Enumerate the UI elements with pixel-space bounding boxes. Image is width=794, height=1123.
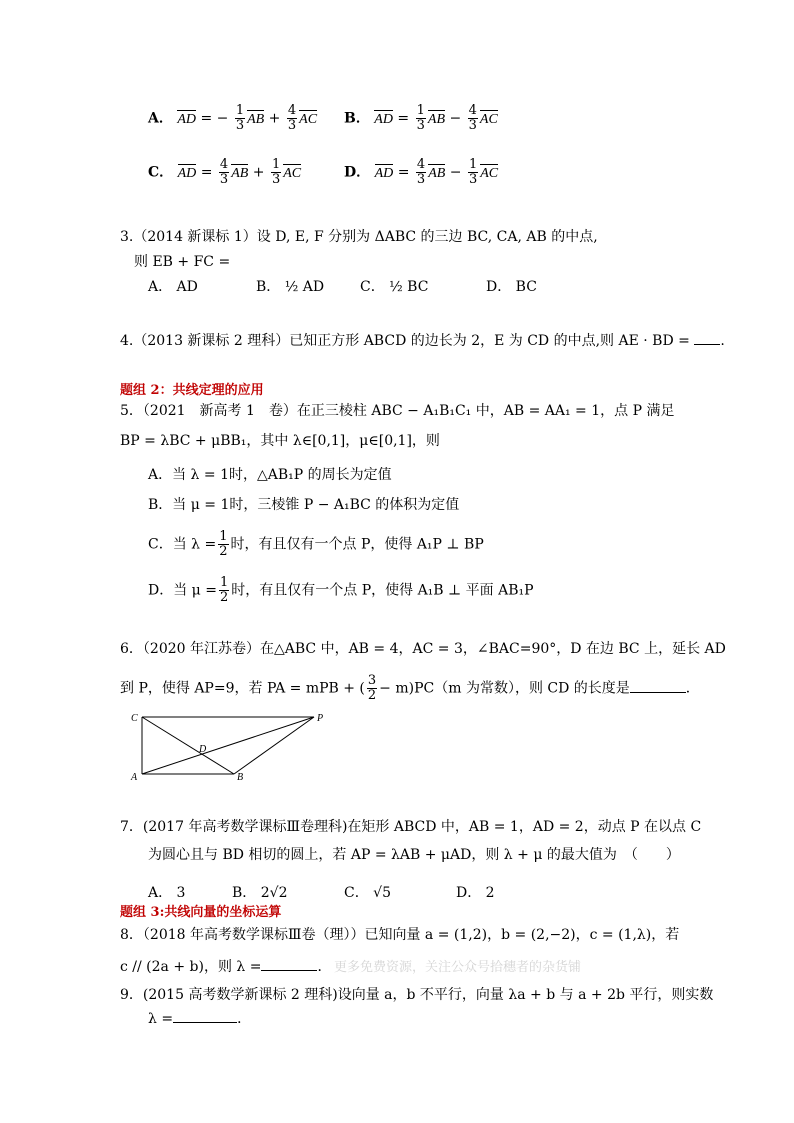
q3-line2: 则 EB + FC = [134,254,231,270]
q9-stem: 9．(2015 高考数学新课标 2 理科)设向量 a，b 不平行，向量 λa + b 与 a + 2b 平行，则实数 [120,987,714,1003]
label-b: B [237,772,244,783]
label-c: C [131,713,138,724]
q5-line2: BP = λBC + μBB₁，其中 λ∈[0,1]，μ∈[0,1]，则 [120,433,440,449]
answer-blank[interactable] [261,956,317,971]
q2-option-c: C． AD = $\frac{4}{3}$ AB + $\frac{1}{3}$ AC [148,157,302,187]
q8-line2: c // (2a + b)，则 λ = ． [120,956,331,976]
q5-stem: 5．（2021 新高考 1 卷）在正三棱柱 ABC − A₁B₁C₁ 中，AB = AA₁ = 1，点 P 满足 [120,403,675,419]
q2-option-d: D． AD = $\frac{4}{3}$ AB − $\frac{1}{3}$ AC [344,157,499,187]
q5-option-c: C．当 λ = $\frac{1}{2}$ 时，有且仅有一个点 P，使得 A₁P ⊥ BP [148,529,484,559]
q9-line2: λ = ． [148,1008,251,1028]
q3-stem: 3.（2014 新课标 1）设 D, E, F 分别为 ΔABC 的三边 BC, CA, AB 的中点, [120,229,598,245]
q5-option-b: B．当 μ = 1时，三棱锥 P − A₁BC 的体积为定值 [148,497,460,513]
label-d: D [199,744,207,755]
q3-option-a: A． AD [148,279,198,295]
q7-line2: 为圆心且与 BD 相切的圆上，若 AP = λAB + μAD，则 λ + μ 的最大值为 （ ） [148,847,680,863]
answer-blank[interactable] [173,1008,237,1023]
q2-option-b: B． AD = $\frac{1}{3}$ AB − $\frac{4}{3}$ AC [344,103,498,133]
q7-option-c: C． √5 [344,885,391,901]
label-a: A [131,772,138,783]
answer-blank[interactable] [694,330,720,345]
q7-option-b: B． 2√2 [232,885,288,901]
segment-ap [142,717,314,774]
q5-option-d: D．当 μ = $\frac{1}{2}$ 时，有且仅有一个点 P，使得 A₁B ⊥ 平面 AB₁P [148,575,534,605]
q8-stem: 8．（2018 年高考数学课标Ⅲ卷（理））已知向量 a = (1,2)，b = (2,−2)，c = (1,λ)，若 [120,927,680,943]
group3-heading: 题组 3:共线向量的坐标运算 [120,905,282,920]
label-p: P [317,713,324,724]
q5-option-a: A．当 λ = 1时，△AB₁P 的周长为定值 [148,467,392,483]
q6-stem: 6．（2020 年江苏卷）在△ABC 中，AB = 4，AC = 3，∠BAC=90°，D 在边 BC 上，延长 AD [120,641,726,657]
q7-stem: 7．(2017 年高考数学课标Ⅲ卷理科)在矩形 ABCD 中，AB = 1，AD = 2，动点 P 在以点 C [120,819,702,835]
q3-option-b: B． ½ AD [256,279,325,295]
q7-option-a: A． 3 [148,885,186,901]
watermark-text: 更多免费资源，关注公众号拾穗者的杂货铺 [334,960,582,975]
segment-cb [142,717,234,774]
q3-option-d: D． BC [486,279,537,295]
q6-line2: 到 P，使得 AP=9，若 PA = mPB + ( $\frac{3}{2}$ − m)PC（m 为常数），则 CD 的长度是 ． [120,673,700,703]
q7-option-d: D． 2 [456,885,495,901]
q3-option-c: C． ½ BC [360,279,429,295]
group2-heading: 题组 2：共线定理的应用 [120,383,264,398]
q4-stem: 4.（2013 新课标 2 理科）已知正方形 ABCD 的边长为 2，E 为 CD 的中点,则 AE · BD = . [120,330,725,350]
q2-option-a: A． AD = − $\frac{1}{3}$ AB + $\frac{4}{3}$ AC [148,103,318,133]
answer-blank[interactable] [630,678,686,693]
segment-bp [234,717,314,774]
q6-figure [128,708,338,786]
